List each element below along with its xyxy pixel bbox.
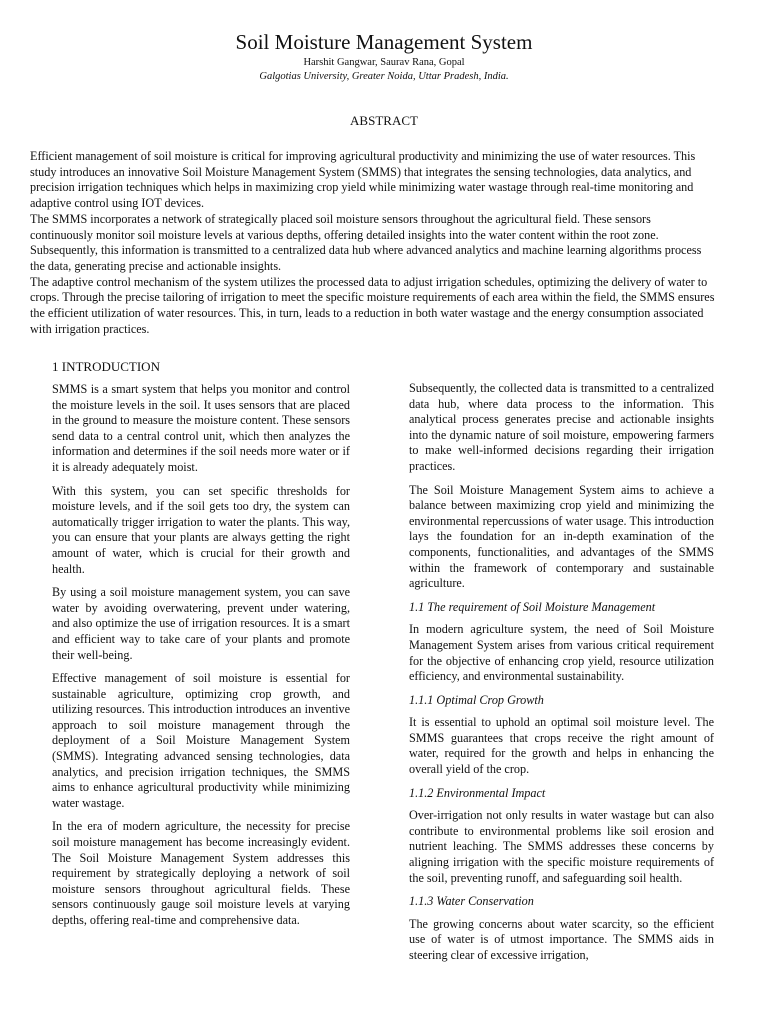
right-column <box>409 381 714 972</box>
subsection-heading: 1.1.1 Optimal Crop Growth <box>409 692 544 707</box>
body-paragraph: Over-irrigation not only results in water wastage but can also contribute to environmental problems like soil erosion and nutrient leaching. The SMMS addresses these concerns by aligning irrigation with the specific moisture requirements of the soil, preventing runoff, and safeguarding soil health. <box>409 808 714 885</box>
left-column <box>52 359 350 937</box>
subsection-heading: 1.1.2 Environmental Impact <box>409 785 546 800</box>
abstract-paragraph: The SMMS incorporates a network of strategically placed soil moisture sensors throughout the agricultural field. These sensors continuously monitor soil moisture levels at various depths, offering detailed insights into the water content within the root zone. Subsequently, this information is transmitted to a centralized data hub where advanced analytics and machine learning algorithms process the data, generating precise and actionable insights. <box>30 211 702 273</box>
body-paragraph: In modern agriculture system, the need of Soil Moisture Management System arises from various critical requirement for the objective of enhancing crop yield, resource utilization efficiency, and environmental sustainability. <box>409 622 714 684</box>
body-paragraph: In the era of modern agriculture, the necessity for precise soil moisture management has become increasingly evident. The Soil Moisture Management System addresses this requirement by strategically deploying a network of soil moisture sensors throughout agricultural fields. These sensors continuously gauge soil moisture levels at varying depths, offering real-time and comprehensive data. <box>52 819 350 927</box>
abstract-paragraph: Efficient management of soil moisture is critical for improving agricultural productivity and minimizing the use of water resources. This study introduces an innovative Soil Moisture Management System (SMMS) that integrates the sensing technologies, data analytics, and precision irrigation techniques which helps in maximizing crop yield while minimizing water wastage through real-time monitoring and adaptive control using IOT devices. <box>30 149 696 211</box>
body-paragraph: The growing concerns about water scarcity, so the efficient use of water is of utmost importance. The SMMS aids in steering clear of excessive irrigation, <box>409 916 714 962</box>
author-list: Harshit Gangwar, Saurav Rana, Gopal <box>303 57 465 68</box>
body-paragraph: It is essential to uphold an optimal soil moisture level. The SMMS guarantees that crops receive the right amount of water, required for the growth and helps in enhancing the overall yield of the crop. <box>409 715 714 777</box>
body-paragraph: Subsequently, the collected data is transmitted to a centralized data hub, where data process to the information. This analytical process generates precise and actionable insights into the dynamic nature of soil moisture, empowering farmers to make well-informed decisions regarding their irrigation practices. <box>409 381 714 473</box>
body-paragraph: Effective management of soil moisture is essential for sustainable agriculture, optimizing crop growth, and utilizing resources. This introduction introduces an inventive approach to soil moisture management through the deployment of a Soil Moisture Management System (SMMS). Integrating advanced sensing technologies, data analytics, and precision irrigation techniques, the SMMS aims to enhance agricultural productivity while minimizing water wastage. <box>52 671 350 810</box>
subsection-heading: 1.1.3 Water Conservation <box>409 894 534 909</box>
subsection-heading: 1.1 The requirement of Soil Moisture Management <box>409 599 656 614</box>
body-paragraph: With this system, you can set specific thresholds for moisture levels, and if the soil gets too dry, the system can automatically trigger irrigation to water the plants. This way, you can ensure that your plants are always getting the right amount of water, which is crucial for their growth and health. <box>52 483 350 576</box>
section-heading-introduction: 1 INTRODUCTION <box>52 359 160 374</box>
abstract-paragraph: The adaptive control mechanism of the system utilizes the processed data to adjust irrigation schedules, optimizing the delivery of water to crops. Through the precise tailoring of irrigation to meet the specific moisture requirements of each area within the field, the SMMS ensures the efficient utilization of water resources. This, in turn, leads to a reduction in both water wastage and the energy consumption associated with irrigation practices. <box>30 274 715 336</box>
body-paragraph: By using a soil moisture management system, you can save water by avoiding overwatering, prevent under watering, and also optimize the use of irrigation resources. It is a smart and efficient way to take care of your plants and promote their well-being. <box>52 585 350 662</box>
abstract-body <box>30 149 716 337</box>
affiliation: Galgotias University, Greater Noida, Uttar Pradesh, India. <box>259 71 509 82</box>
abstract-heading: ABSTRACT <box>350 113 418 128</box>
body-paragraph: The Soil Moisture Management System aims to achieve a balance between maximizing crop yield and minimizing the environmental repercussions of water usage. This introduction lays the foundation for an in-depth examination of the components, functionalities, and advantages of the SMMS within the framework of contemporary and sustainable agriculture. <box>409 482 714 591</box>
body-paragraph: SMMS is a smart system that helps you monitor and control the moisture levels in the soil. It uses sensors that are placed in the ground to measure the moisture content. These sensors send data to a central control unit, which then analyzes the information and determines if the soil needs more water or if it is already adequately moist. <box>52 382 350 474</box>
paper-title: Soil Moisture Management System <box>235 30 533 54</box>
